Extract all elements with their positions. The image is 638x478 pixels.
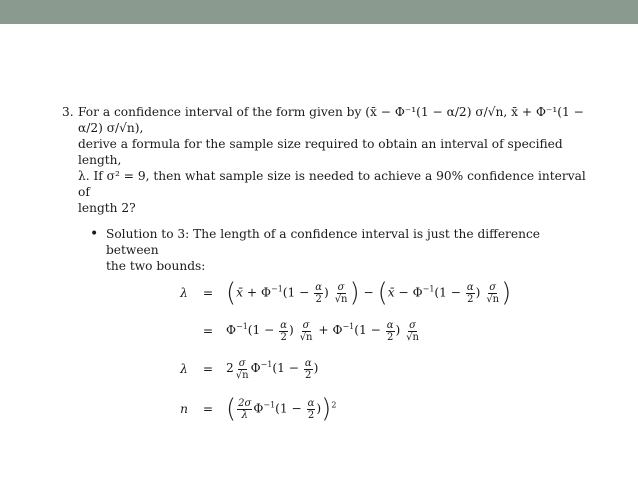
solution-line-2: the two bounds:: [106, 259, 206, 273]
bullet: •: [90, 226, 99, 242]
problem-line-2: derive a formula for the sample size required to obtain an interval of specified length,: [78, 137, 563, 167]
problem-line-4: length 2?: [78, 201, 136, 215]
eq-equals: =: [202, 286, 214, 300]
eq-equals: =: [202, 362, 214, 376]
problem-3: [62, 104, 592, 216]
eq-lhs-lambda: λ: [180, 286, 188, 300]
eq-lhs-lambda: λ: [180, 362, 188, 376]
problem-line-1: For a confidence interval of the form given by (x̄ − Φ⁻¹(1 − α/2) σ/√n, x̄ + Φ⁻¹(1 − α/2) σ/√n),: [78, 105, 584, 135]
eq-rhs-1: (x̄ + $\Phi^{-1}(1$ − $\frac{\alpha}{2}$ ) $\frac{\sigma}{√n}$ ) − (x̄ − $\Phi^{-1}(1$ − $\frac{\alpha}{2}$ ) $\frac{\sigma}{√n}$ ): [226, 278, 512, 308]
solution: [62, 226, 592, 274]
eq-rhs-4: ( $\frac{2\sigma}{\lambda}$ $\Phi^{-1}(1$ − $\frac{\alpha}{2}$ ))$^2$: [226, 394, 337, 424]
eq-rhs-2: $\Phi^{-1}(1$ − $\frac{\alpha}{2}$ ) $\frac{\sigma}{√n}$ + $\Phi^{-1}(1$ − $\frac{\alpha}{2}$ ) $\frac{\sigma}{√n}$: [226, 319, 419, 343]
equation-block: [62, 274, 592, 444]
document: [62, 104, 592, 444]
eq-equals: =: [202, 324, 214, 338]
eq-equals: =: [202, 402, 214, 416]
eq-rhs-3: 2 $\frac{\sigma}{√n}$ $\Phi^{-1}(1$ − $\frac{\alpha}{2}$ ): [226, 357, 319, 381]
eq-lhs-n: n: [180, 402, 188, 416]
top-bar: [0, 0, 638, 24]
solution-line-1: Solution to 3: The length of a confidence interval is just the difference between: [106, 227, 540, 257]
problem-line-3: λ. If σ² = 9, then what sample size is needed to achieve a 90% confidence interval of: [78, 169, 586, 199]
problem-number: 3.: [62, 105, 74, 119]
problem-text: [78, 104, 592, 216]
